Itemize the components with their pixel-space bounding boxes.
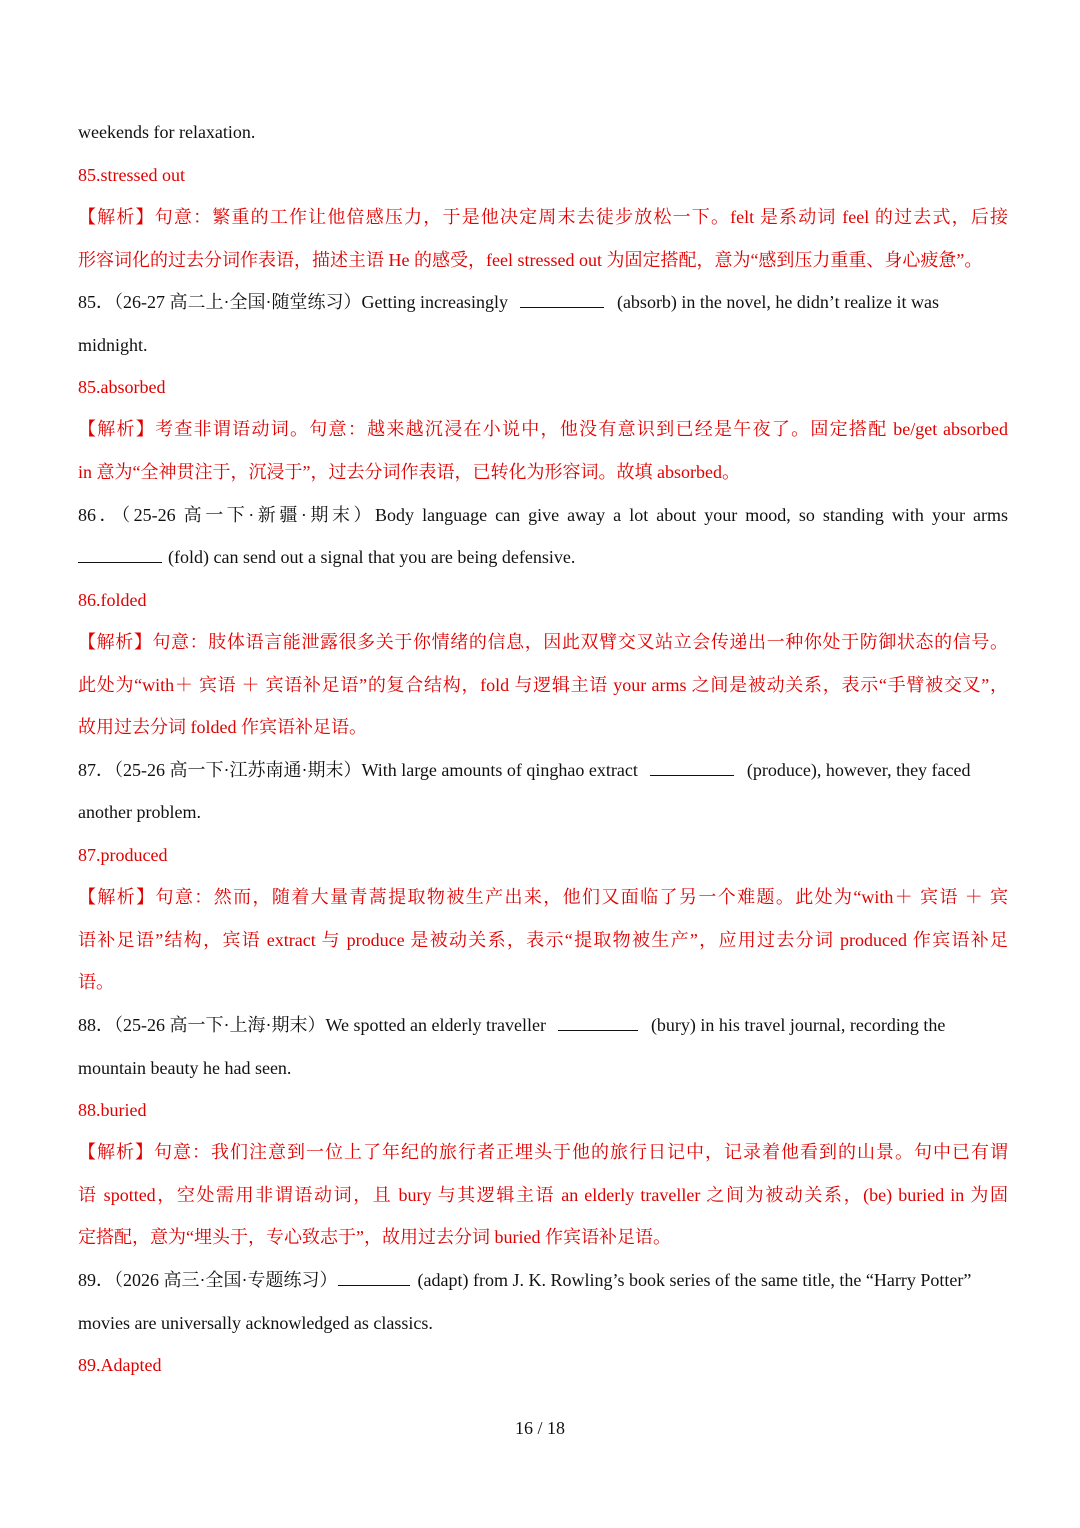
question-text: 87．（25-26 高一下·江苏南通·期末）With large amounts of qinghao extract [78,760,638,780]
answer-blank [338,1269,410,1286]
question-text: (adapt) from J. K. Rowling’s book series of the same title, the “Harry Potter” [417,1270,972,1290]
explanation-line: 语。 [78,972,114,992]
text-line: mountain beauty he had seen. [78,1058,292,1078]
question-88 [78,1013,1008,1037]
question-text: 88．（25-26 高一下·上海·期末）We spotted an elderly traveller [78,1015,546,1035]
question-text: (fold) can send out a signal that you are being defensive. [168,547,576,567]
explanation-line: 【解析】句意：我们注意到一位上了年纪的旅行者正埋头于他的旅行日记中，记录着他看到的山景。句中已有谓 [78,1142,1008,1162]
page-number: 16 / 18 [514,1418,565,1438]
answer-line: 86.folded [78,590,147,610]
text-line: movies are universally acknowledged as classics. [78,1313,433,1333]
answer-line: 85.stressed out [78,165,185,185]
question-text: (bury) in his travel journal, recording the [650,1015,946,1035]
question-86-cont [78,545,1008,569]
text-line: midnight. [78,335,148,355]
answer-line: 89.Adapted [78,1355,162,1375]
explanation-line: 故用过去分词 folded 作宾语补足语。 [78,717,367,737]
answer-line: 87.produced [78,845,168,865]
explanation-line: 定搭配，意为“埋头于，专心致志于”，故用过去分词 buried 作宾语补足语。 [78,1227,671,1247]
explanation-line: in 意为“全神贯注于，沉浸于”，过去分词作表语，已转化为形容词。故填 absorbed。 [78,462,740,482]
question-87 [78,758,1008,782]
text-line: weekends for relaxation. [78,122,256,142]
question-85b [78,290,1008,314]
answer-blank [520,291,604,308]
explanation-line: 【解析】句意：肢体语言能泄露很多关于你情绪的信息，因此双臂交叉站立会传递出一种你处于防御状态的信号。 [78,632,1008,652]
explanation-line: 语补足语”结构，宾语 extract 与 produce 是被动关系，表示“提取物被生产”，应用过去分词 produced 作宾语补足 [78,930,1008,950]
explanation-line: 语 spotted，空处需用非谓语动词，且 bury 与其逻辑主语 an elderly traveller 之间为被动关系，(be) buried in 为固 [78,1185,1008,1205]
explanation-line: 形容词化的过去分词作表语，描述主语 He 的感受，feel stressed out 为固定搭配，意为“感到压力重重、身心疲惫”。 [78,250,983,270]
question-text: 89．（2026 高三·全国·专题练习） [78,1270,338,1290]
explanation-line: 【解析】句意：然而，随着大量青蒿提取物被生产出来，他们又面临了另一个难题。此处为“with＋ 宾语 ＋ 宾 [78,887,1008,907]
answer-blank [650,759,734,776]
question-text: 85．（26-27 高二上·全国·随堂练习）Getting increasingly [78,292,508,312]
answer-blank [558,1014,638,1031]
question-89 [78,1268,1018,1292]
text-line: another problem. [78,802,201,822]
question-86: 86．（25-26 高一下·新疆·期末）Body language can give away a lot about your mood, so standing with your arms [78,505,1008,525]
explanation-line: 【解析】句意：繁重的工作让他倍感压力，于是他决定周末去徒步放松一下。felt 是系动词 feel 的过去式，后接 [78,207,1008,227]
explanation-line: 此处为“with＋ 宾语 ＋ 宾语补足语”的复合结构，fold 与逻辑主语 your arms 之间是被动关系，表示“手臂被交叉”， [78,675,1008,695]
answer-blank [78,546,162,563]
answer-line: 88.buried [78,1100,147,1120]
answer-line: 85.absorbed [78,377,166,397]
question-text: (produce), however, they faced [746,760,971,780]
explanation-line: 【解析】考查非谓语动词。句意：越来越沉浸在小说中，他没有意识到已经是午夜了。固定搭配 be/get absorbed [78,419,1008,439]
question-text: (absorb) in the novel, he didn’t realize it was [616,292,940,312]
